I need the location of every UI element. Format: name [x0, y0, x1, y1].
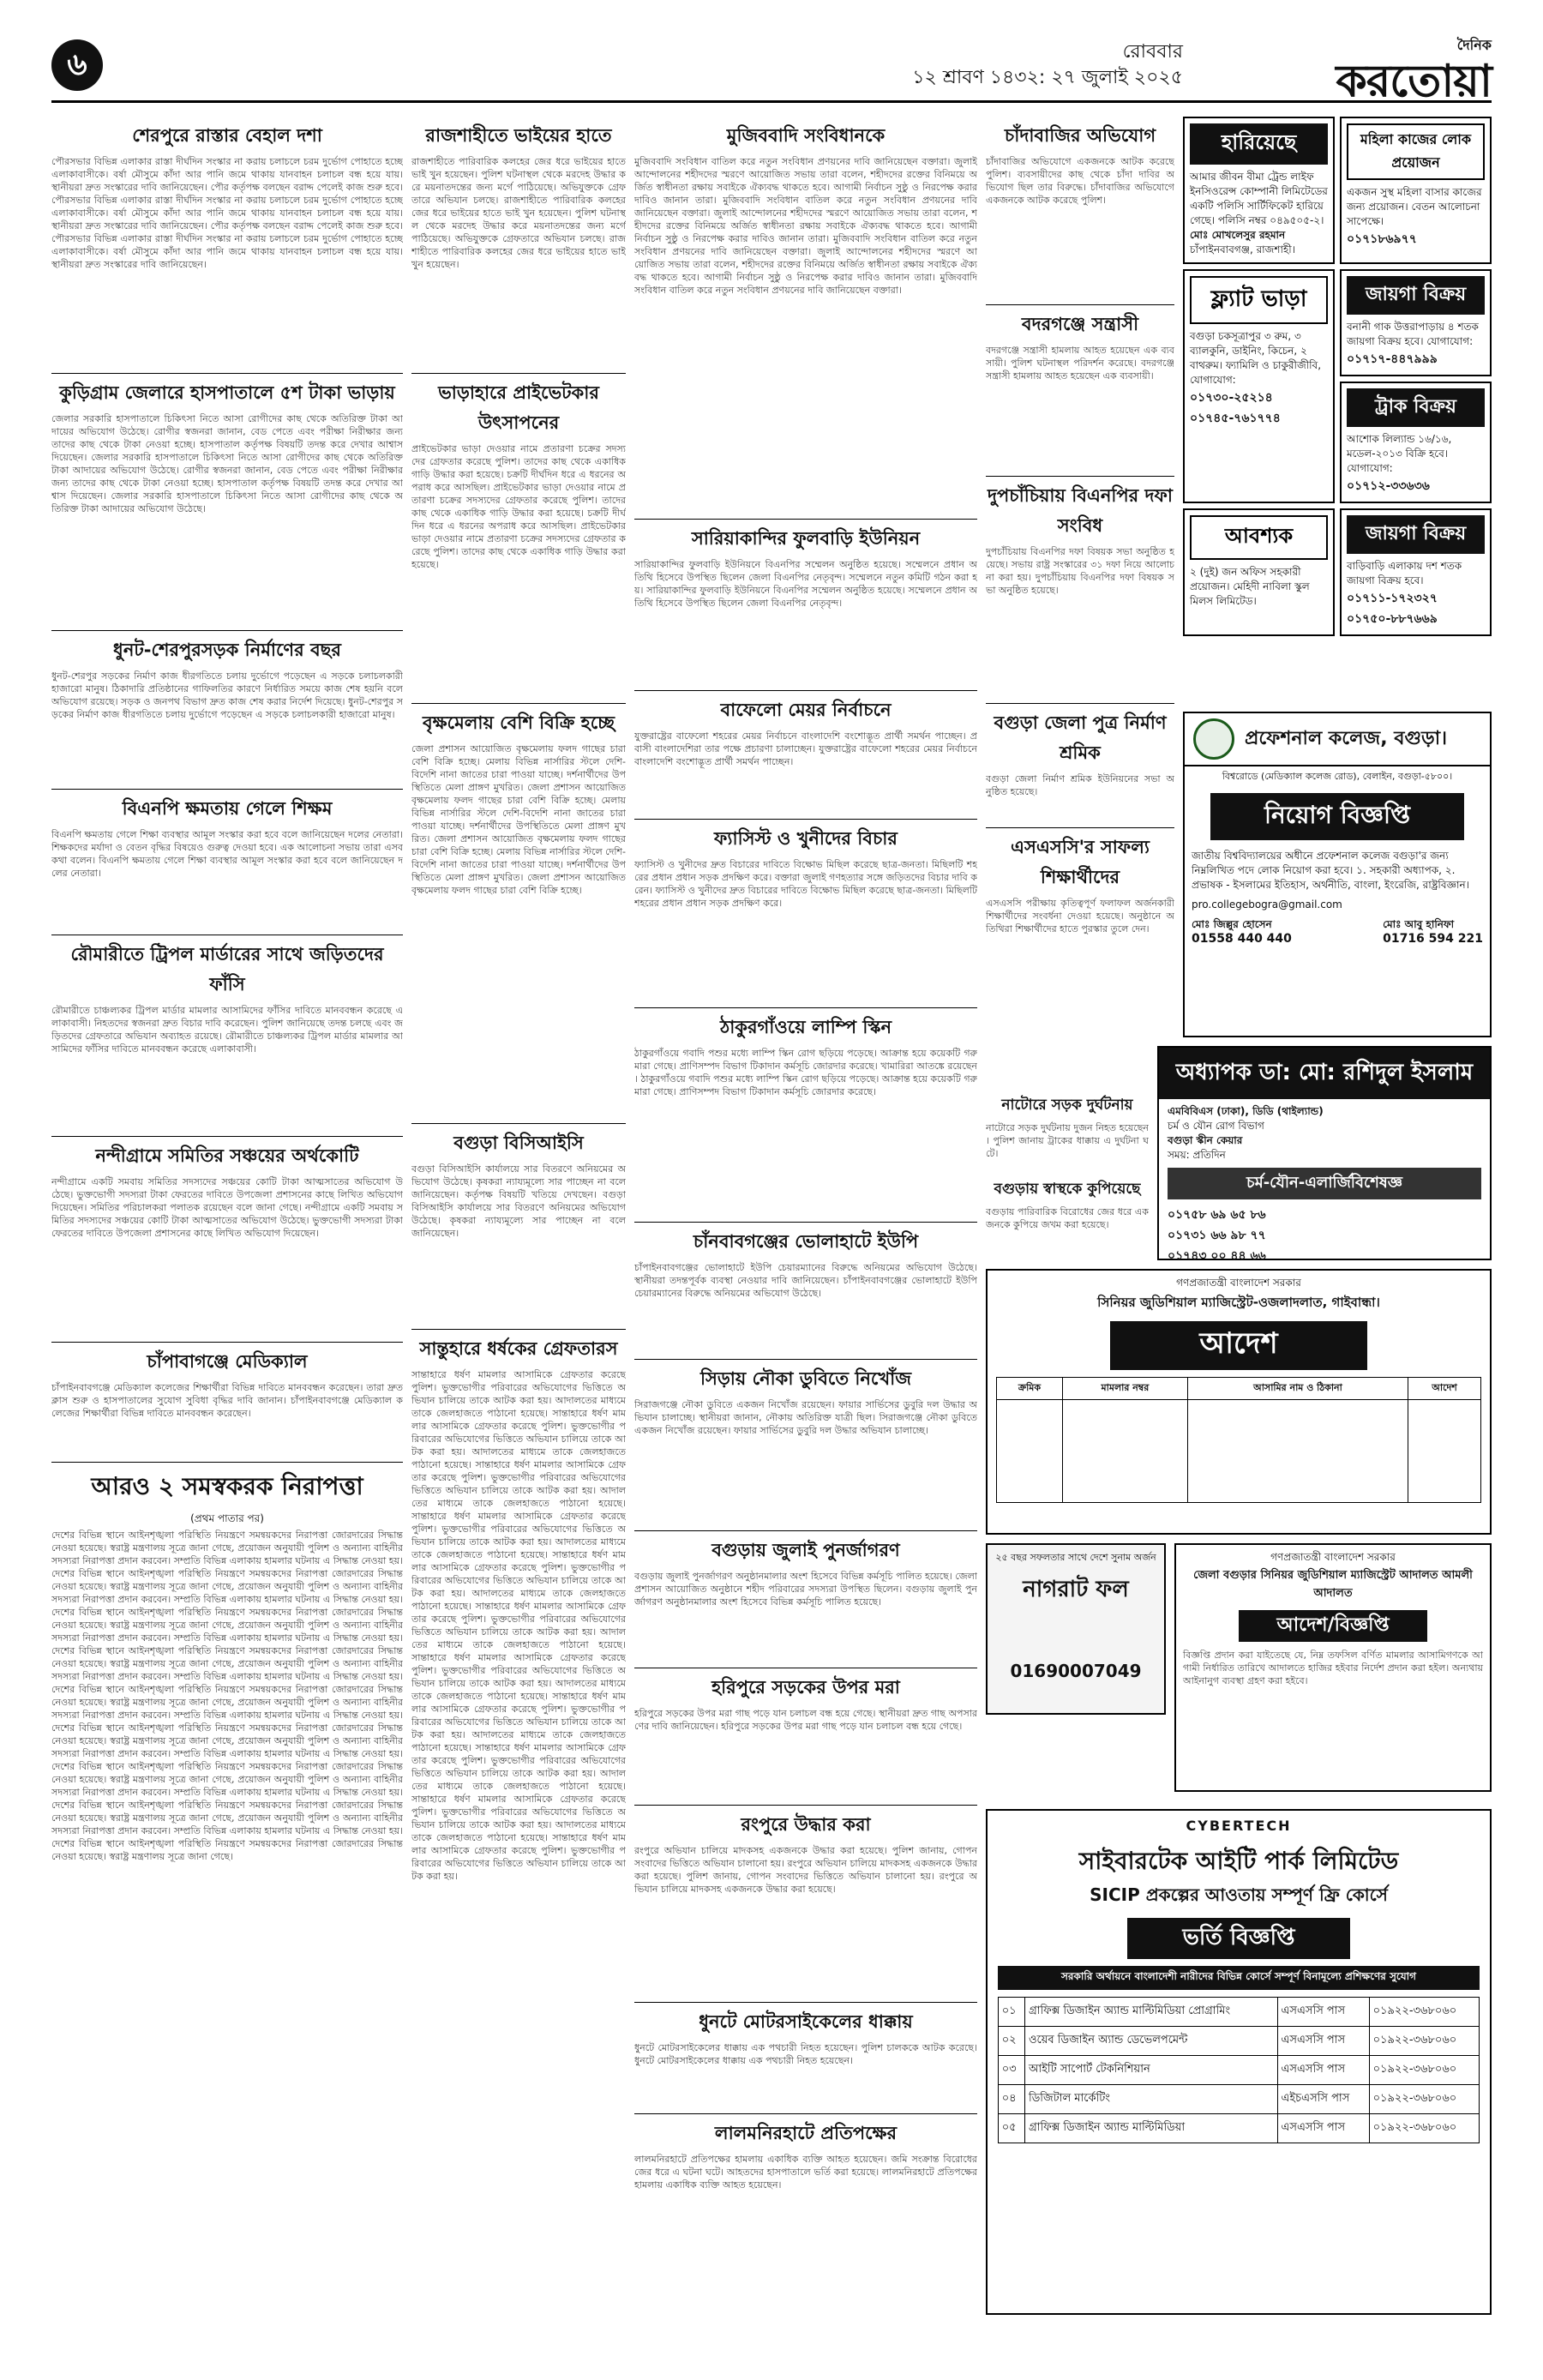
divider	[986, 476, 1174, 477]
headline: চাঁপাবাগঞ্জে মেডিক্যাল	[147, 1351, 308, 1372]
doctor-phone: ০১৭৪৩ ০০ ৪৪ ৬৬	[1168, 1249, 1266, 1263]
table-row	[998, 1998, 1480, 2027]
admission-notice: ভর্তি বিজ্ঞপ্তি	[1127, 1918, 1350, 1959]
doctor-name: অধ্যাপক ডা: মো: রশিদুল ইসলাম	[1159, 1048, 1490, 1099]
divider	[634, 2002, 977, 2003]
course-qual: এসএসসি পাস	[1277, 2027, 1369, 2056]
article-body: বগুড়ায় পারিবারিক বিরোধের জের ধরে একজনকে কুপিয়ে জখম করা হয়েছে।	[986, 1206, 1149, 1230]
truck-ad	[1340, 382, 1492, 503]
sicip-admission-ad	[986, 1809, 1492, 2315]
course-name: গ্রাফিক্স ডিজাইন অ্যান্ড মাল্টিমিডিয়া প্রোগ্রামিং	[1024, 1998, 1277, 2027]
table-header	[997, 1378, 1481, 1400]
headline: ধুনটে মোটরসাইকেলের ধাক্কায়	[699, 2011, 913, 2032]
classified-row	[1183, 117, 1492, 269]
ad-text: আমার জীবন বীমা ট্রেন্ড লাইফ ইনসিওরেন্স কোম্পানী লিমিটেডের একটি পলিসি সার্টিফিকেট হারিয়ে গেছে। পলিসি নম্বর ০৪৯৫০৫-২।	[1190, 171, 1328, 226]
mini-ad-sub: ২৫ বছর সফলতার সাথে দেশে সুনাম অর্জন	[995, 1552, 1156, 1563]
course-no: ০২	[998, 2027, 1024, 2056]
article-body: দেশের বিভিন্ন স্থানে আইনশৃঙ্খলা পরিস্থিতি নিয়ন্ত্রণে সমন্বয়কদের নিরাপত্তা জোরদারের সিদ্ধান্ত নেওয়া হয়েছে। স্বরাষ্ট্র মন্ত্রণালয় সূত্রে জানা গেছে, প্রয়োজন অনুযায়ী পুলিশ ও অন্যান্য বাহিনীর সদস্যরা নিরাপত্তা প্রদান করবেন। সম্প্রতি বিভিন্ন এলাকায় হামলার ঘটনায় এ সিদ্ধান্ত নেওয়া হয়। দেশের বিভিন্ন স্থানে আইনশৃঙ্খলা পরিস্থিতি নিয়ন্ত্রণে সমন্বয়কদের নিরাপত্তা জোরদারের সিদ্ধান্ত নেওয়া হয়েছে। স্বরাষ্ট্র মন্ত্রণালয় সূত্রে জানা গেছে, প্রয়োজন অনুযায়ী পুলিশ ও অন্যান্য বাহিনীর সদস্যরা নিরাপত্তা প্রদান করবেন। সম্প্রতি বিভিন্ন এলাকায় হামলার ঘটনায় এ সিদ্ধান্ত নেওয়া হয়। দেশের বিভিন্ন স্থানে আইনশৃঙ্খলা পরিস্থিতি নিয়ন্ত্রণে সমন্বয়কদের নিরাপত্তা জোরদারের সিদ্ধান্ত নেওয়া হয়েছে। স্বরাষ্ট্র মন্ত্রণালয় সূত্রে জানা গেছে, প্রয়োজন অনুযায়ী পুলিশ ও অন্যান্য বাহিনীর সদস্যরা নিরাপত্তা প্রদান করবেন। সম্প্রতি বিভিন্ন এলাকায় হামলার ঘটনায় এ সিদ্ধান্ত নেওয়া হয়। দেশের বিভিন্ন স্থানে আইনশৃঙ্খলা পরিস্থিতি নিয়ন্ত্রণে সমন্বয়কদের নিরাপত্তা জোরদারের সিদ্ধান্ত নেওয়া হয়েছে। স্বরাষ্ট্র মন্ত্রণালয় সূত্রে জানা গেছে, প্রয়োজন অনুযায়ী পুলিশ ও অন্যান্য বাহিনীর সদস্যরা নিরাপত্তা প্রদান করবেন। সম্প্রতি বিভিন্ন এলাকায় হামলার ঘটনায় এ সিদ্ধান্ত নেওয়া হয়। দেশের বিভিন্ন স্থানে আইনশৃঙ্খলা পরিস্থিতি নিয়ন্ত্রণে সমন্বয়কদের নিরাপত্তা জোরদারের সিদ্ধান্ত নেওয়া হয়েছে। স্বরাষ্ট্র মন্ত্রণালয় সূত্রে জানা গেছে, প্রয়োজন অনুযায়ী পুলিশ ও অন্যান্য বাহিনীর সদস্যরা নিরাপত্তা প্রদান করবেন। সম্প্রতি বিভিন্ন এলাকায় হামলার ঘটনায় এ সিদ্ধান্ত নেওয়া হয়। দেশের বিভিন্ন স্থানে আইনশৃঙ্খলা পরিস্থিতি নিয়ন্ত্রণে সমন্বয়কদের নিরাপত্তা জোরদারের সিদ্ধান্ত নেওয়া হয়েছে। স্বরাষ্ট্র মন্ত্রণালয় সূত্রে জানা গেছে, প্রয়োজন অনুযায়ী পুলিশ ও অন্যান্য বাহিনীর সদস্যরা নিরাপত্তা প্রদান করবেন। সম্প্রতি বিভিন্ন এলাকায় হামলার ঘটনায় এ সিদ্ধান্ত নেওয়া হয়। দেশের বিভিন্ন স্থানে আইনশৃঙ্খলা পরিস্থিতি নিয়ন্ত্রণে সমন্বয়কদের নিরাপত্তা জোরদারের সিদ্ধান্ত নেওয়া হয়েছে। স্বরাষ্ট্র মন্ত্রণালয় সূত্রে জানা গেছে, প্রয়োজন অনুযায়ী পুলিশ ও অন্যান্য বাহিনীর সদস্যরা নিরাপত্তা প্রদান করবেন। সম্প্রতি বিভিন্ন এলাকায় হামলার ঘটনায় এ সিদ্ধান্ত নেওয়া হয়। দেশের বিভিন্ন স্থানে আইনশৃঙ্খলা পরিস্থিতি নিয়ন্ত্রণে সমন্বয়কদের নিরাপত্তা জোরদারের সিদ্ধান্ত নেওয়া হয়েছে। স্বরাষ্ট্র মন্ত্রণালয় সূত্রে জানা গেছে, প্রয়োজন অনুযায়ী পুলিশ ও অন্যান্য বাহিনীর সদস্যরা নিরাপত্তা প্রদান করবেন। সম্প্রতি বিভিন্ন এলাকায় হামলার ঘটনায় এ সিদ্ধান্ত নেওয়া হয়। দেশের বিভিন্ন স্থানে আইনশৃঙ্খলা পরিস্থিতি নিয়ন্ত্রণে সমন্বয়কদের নিরাপত্তা জোরদারের সিদ্ধান্ত নেওয়া হয়েছে। স্বরাষ্ট্র মন্ত্রণালয় সূত্রে জানা গেছে।	[51, 1530, 403, 1862]
article-body: বগুড়া জেলা নির্মাণ শ্রমিক ইউনিয়নের সভা অনুষ্ঠিত হয়েছে।	[986, 773, 1174, 797]
doctor-chamber: বগুড়া স্কীন কেয়ার	[1168, 1134, 1243, 1146]
ad-title: মহিলা কাজের লোক প্রয়োজন	[1347, 123, 1485, 180]
signer-name: মোঃ আবু হানিফা	[1383, 918, 1455, 930]
table-head-banner: সরকারি অর্থায়নে বাংলাদেশী নারীদের বিভিন্ন কোর্সে সম্পূর্ণ বিনামূল্যে প্রশিক্ষণের সুযোগ	[998, 1966, 1480, 1990]
ad-title: ট্রাক বিক্রয়	[1347, 388, 1485, 427]
course-phone: ০১৯২২-৩৬৮০৬০	[1369, 1998, 1480, 2027]
article-body: প্রাইভেটকার ভাড়া দেওয়ার নামে প্রতারণা চক্রের সদস্যদের গ্রেফতার করেছে পুলিশ। তাদের কাছ থেকে একাধিক গাড়ি উদ্ধার করা হয়েছে। চক্রটি দীর্ঘদিন ধরে এ ধরনের অপরাধ করে আসছিল। প্রাইভেটকার ভাড়া দেওয়ার নামে প্রতারণা চক্রের সদস্যদের গ্রেফতার করেছে পুলিশ। তাদের কাছ থেকে একাধিক গাড়ি উদ্ধার করা হয়েছে। চক্রটি দীর্ঘদিন ধরে এ ধরনের অপরাধ করে আসছিল। প্রাইভেটকার ভাড়া দেওয়ার নামে প্রতারণা চক্রের সদস্যদের গ্রেফতার করেছে পুলিশ। তাদের কাছ থেকে একাধিক গাড়ি উদ্ধার করা হয়েছে।	[411, 443, 626, 570]
course-phone: ০১৯২২-৩৬৮০৬০	[1369, 2027, 1480, 2056]
masthead-small: দৈনিক	[1456, 37, 1492, 53]
time-value: প্রতিদিন	[1192, 1149, 1226, 1161]
headline: ভাড়াহারে প্রাইভেটকার উৎসাপনের	[438, 382, 599, 433]
ad-phone: ০১৭১২-৩৩৬৩৬	[1347, 479, 1430, 493]
headline: হরিপুরে সড়কের উপর মরা	[711, 1677, 900, 1698]
article-body: জেলা প্রশাসন আয়োজিত বৃক্ষমেলায় ফলদ গাছের চারা বেশি বিক্রি হচ্ছে। মেলায় বিভিন্ন নার্সারির স্টলে দেশি-বিদেশি নানা জাতের চারা পাওয়া যাচ্ছে। দর্শনার্থীদের উপস্থিতিতে মেলা প্রাঙ্গণ মুখরিত। জেলা প্রশাসন আয়োজিত বৃক্ষমেলায় ফলদ গাছের চারা বেশি বিক্রি হচ্ছে। মেলায় বিভিন্ন নার্সারির স্টলে দেশি-বিদেশি নানা জাতের চারা পাওয়া যাচ্ছে। দর্শনার্থীদের উপস্থিতিতে মেলা প্রাঙ্গণ মুখরিত। জেলা প্রশাসন আয়োজিত বৃক্ষমেলায় ফলদ গাছের চারা বেশি বিক্রি হচ্ছে। মেলায় বিভিন্ন নার্সারির স্টলে দেশি-বিদেশি নানা জাতের চারা পাওয়া যাচ্ছে। দর্শনার্থীদের উপস্থিতিতে মেলা প্রাঙ্গণ মুখরিত। জেলা প্রশাসন আয়োজিত বৃক্ষমেলায় ফলদ গাছের চারা বেশি বিক্রি হচ্ছে।	[411, 743, 626, 896]
divider	[51, 789, 403, 790]
ad-text: আশোক লিল্যান্ড ১৬/১৬, মডেল-২০১৩ বিক্রি হবে। যোগাযোগ:	[1347, 433, 1452, 474]
headline: সান্তুহারে ধর্ষকের গ্রেফতারস	[419, 1338, 618, 1359]
signer-phone: 01558 440 440	[1192, 932, 1292, 946]
table-row	[998, 2056, 1480, 2085]
course-no: ০৪	[998, 2085, 1024, 2114]
article-body: ধুনট-শেরপুর সড়কের নির্মাণ কাজ ধীরগতিতে চলায় দুর্ভোগে পড়েছেন এ সড়কে চলাচলকারী হাজারো মানুষ। ঠিকাদারি প্রতিষ্ঠানের গাফিলতির কারণে নির্ধারিত সময়ে কাজ শেষ হয়নি বলে অভিযোগ রয়েছে। সড়ক ও জনপথ বিভাগ দ্রুত কাজ শেষ করার নির্দেশ দিয়েছে। ধুনট-শেরপুর সড়কের নির্মাণ কাজ ধীরগতিতে চলায় দুর্ভোগে পড়েছেন এ সড়কে চলাচলকারী হাজারো মানুষ।	[51, 670, 403, 720]
course-qual: এসএসসি পাস	[1277, 2114, 1369, 2143]
th: আসামির নাম ও ঠিকানা	[1187, 1378, 1408, 1400]
course-name: ওয়েব ডিজাইন অ্যান্ড ডেভেলপমেন্ট	[1024, 2027, 1277, 2056]
mini-ad-title: নাগরাট ফল	[1023, 1577, 1129, 1602]
divider	[411, 1329, 626, 1330]
article-body: পৌরসভার বিভিন্ন এলাকার রাস্তা দীর্ঘদিন সংস্কার না করায় চলাচলে চরম দুর্ভোগ পোহাতে হচ্ছে এলাকাবাসীকে। বর্ষা মৌসুমে কাঁদা আর পানি জমে থাকায় যানবাহন চলাচল বন্ধ হয়ে যায়। স্থানীয়রা দ্রুত সংস্কারের দাবি জানিয়েছেন। পৌর কর্তৃপক্ষ বলছেন বরাদ্দ পেলেই কাজ শুরু হবে। পৌরসভার বিভিন্ন এলাকার রাস্তা দীর্ঘদিন সংস্কার না করায় চলাচলে চরম দুর্ভোগ পোহাতে হচ্ছে এলাকাবাসীকে। বর্ষা মৌসুমে কাঁদা আর পানি জমে থাকায় যানবাহন চলাচল বন্ধ হয়ে যায়। স্থানীয়রা দ্রুত সংস্কারের দাবি জানিয়েছেন। পৌর কর্তৃপক্ষ বলছেন বরাদ্দ পেলেই কাজ শুরু হবে। পৌরসভার বিভিন্ন এলাকার রাস্তা দীর্ঘদিন সংস্কার না করায় চলাচলে চরম দুর্ভোগ পোহাতে হচ্ছে এলাকাবাসীকে। বর্ষা মৌসুমে কাঁদা আর পানি জমে থাকায় যানবাহন চলাচল বন্ধ হয়ে যায়। স্থানীয়রা দ্রুত সংস্কারের দাবি জানিয়েছেন।	[51, 156, 403, 270]
headline: বগুড়ায় স্বাস্থকে কুপিয়েছে	[994, 1181, 1141, 1198]
divider	[986, 827, 1174, 828]
ad-text: ২ (দুই) জন অফিস সহকারী প্রয়োজন। মেহিদী নাবিলা স্কুল মিলস লিমিটেড।	[1190, 566, 1310, 607]
article-body: জেলার সরকারি হাসপাতালে চিকিৎসা নিতে আসা রোগীদের কাছ থেকে অতিরিক্ত টাকা আদায়ের অভিযোগ উঠেছে। রোগীর স্বজনরা জানান, বেড পেতে এবং পরীক্ষা নিরীক্ষার জন্য তাদের কাছ থেকে টাকা নেওয়া হচ্ছে। হাসপাতাল কর্তৃপক্ষ বিষয়টি তদন্ত করে দেখার আশ্বাস দিয়েছেন। জেলার সরকারি হাসপাতালে চিকিৎসা নিতে আসা রোগীদের কাছ থেকে অতিরিক্ত টাকা আদায়ের অভিযোগ উঠেছে। রোগীর স্বজনরা জানান, বেড পেতে এবং পরীক্ষা নিরীক্ষার জন্য তাদের কাছ থেকে টাকা নেওয়া হচ্ছে। হাসপাতাল কর্তৃপক্ষ বিষয়টি তদন্ত করে দেখার আশ্বাস দিয়েছেন। জেলার সরকারি হাসপাতালে চিকিৎসা নিতে আসা রোগীদের কাছ থেকে অতিরিক্ত টাকা আদায়ের অভিযোগ উঠেছে।	[51, 413, 403, 514]
ad-text: একজন সুস্থ মহিলা বাসার কাজের জন্য প্রয়োজন। বেতন আলোচনা সাপেক্ষে।	[1347, 186, 1482, 227]
divider	[411, 373, 626, 374]
doctor-phone: ০১৭৩১ ৬৬ ৯৮ ৭৭	[1168, 1229, 1266, 1242]
headline: বগুড়া জেলা পুত্র নির্মাণ শ্রমিক	[994, 712, 1167, 763]
doctor-degree: এমবিবিএস (ঢাকা), ডিডি (থাইল্যান্ড)	[1168, 1105, 1324, 1117]
newspaper-page	[51, 34, 1492, 2335]
article-body: চাঁদাবাজির অভিযোগে একজনকে আটক করেছে পুলিশ। ব্যবসায়ীদের কাছ থেকে চাঁদা দাবির অভিযোগ ছিল তার বিরুদ্ধে। চাঁদাবাজির অভিযোগে একজনকে আটক করেছে পুলিশ।	[986, 156, 1174, 206]
headline: বদরগঞ্জে সন্ত্রাসী	[1021, 314, 1139, 334]
classified-row	[1183, 269, 1492, 508]
headline: বৃক্ষমেলায় বেশি বিক্রি হচ্ছে	[422, 712, 615, 733]
ad-name: মোঃ মোখলেসুর রহমান	[1190, 229, 1286, 241]
court-office: সিনিয়র জুডিশিয়াল ম্যাজিস্ট্রেট-ওজলাদলাত, গাইবান্ধা।	[1097, 1295, 1380, 1310]
article-body: বগুড়া বিসিআইসি কার্যালয়ে সার বিতরণে অনিয়মের অভিযোগ উঠেছে। কৃষকরা ন্যায্যমূল্যে সার পাচ্ছেন না বলে জানিয়েছেন। কর্তৃপক্ষ বিষয়টি খতিয়ে দেখছেন। বগুড়া বিসিআইসি কার্যালয়ে সার বিতরণে অনিয়মের অভিযোগ উঠেছে। কৃষকরা ন্যায্যমূল্যে সার পাচ্ছেন না বলে জানিয়েছেন।	[411, 1163, 626, 1239]
worker-ad	[1340, 117, 1492, 264]
court-body: বিজ্ঞপ্তি প্রদান করা যাইতেছে যে, নিম্ন তফসিল বর্ণিত মামলার আসামিগণকে আগামী নির্ধারিত তারিখে আদালতে হাজির হইবার নির্দেশ প্রদান করা হইল। অন্যথায় আইনানুগ ব্যবস্থা গ্রহণ করা হইবে।	[1183, 1650, 1483, 1686]
masthead	[1200, 34, 1492, 107]
course-phone: ০১৯২২-৩৬৮০৬০	[1369, 2085, 1480, 2114]
court-table	[996, 1377, 1481, 1503]
doctor-dept: চর্ম ও যৌন রোগ বিভাগ	[1168, 1120, 1264, 1132]
headline: দুপচাঁচিয়ায় বিএনপির দফা সংবিধ	[988, 485, 1173, 536]
course-phone: ০১৯২২-৩৬৮০৬০	[1369, 2114, 1480, 2143]
ad-phone: ০১৭৩০-২৫২১৪	[1190, 391, 1273, 405]
court-table-wrap	[988, 1377, 1490, 1503]
needed-ad	[1183, 508, 1335, 636]
gov-line: গণপ্রজাতন্ত্রী বাংলাদেশ সরকার	[1176, 1277, 1301, 1289]
article-body: নাটোরে সড়ক দুর্ঘটনায় দুজন নিহত হয়েছেন। পুলিশ জানায় ট্রাকের ধাক্কায় এ দুর্ঘটনা ঘটে।	[986, 1122, 1149, 1159]
article-body: ফ্যাসিস্ট ও খুনীদের দ্রুত বিচারের দাবিতে বিক্ষোভ মিছিল করেছে ছাত্র-জনতা। মিছিলটি শহরের প্রধান প্রধান সড়ক প্রদক্ষিণ করে। বক্তারা জুলাই গণহত্যার সঙ্গে জড়িতদের বিচার দাবি করেন। ফ্যাসিস্ট ও খুনীদের দ্রুত বিচারের দাবিতে বিক্ষোভ মিছিল করেছে ছাত্র-জনতা। মিছিলটি শহরের প্রধান প্রধান সড়ক প্রদক্ষিণ করে।	[634, 859, 977, 909]
court-notice-1	[986, 1269, 1492, 1535]
column-2	[411, 117, 626, 2329]
divider	[634, 1222, 977, 1223]
headline: শেরপুরে রাস্তার বেহাল দশা	[132, 125, 322, 146]
doctor-time	[1168, 1148, 1481, 1163]
headline: ফ্যাসিস্ট ও খুনীদের বিচার	[714, 828, 898, 849]
college-logo-icon	[1193, 718, 1234, 760]
doctor-phone: ০১৭৫৮ ৬৯ ৬৫ ৮৬	[1168, 1208, 1266, 1222]
divider	[51, 1462, 403, 1463]
divider	[634, 1530, 977, 1531]
continued-note: (প্রথম পাতার পর)	[190, 1512, 264, 1524]
headline: বগুড়ায় জুলাই পুনর্জাগরণ	[711, 1540, 900, 1560]
court-notice-2	[1174, 1543, 1492, 1792]
college-header	[1185, 713, 1490, 766]
headline: এসএসসি'র সাফল্য শিক্ষার্থীদের	[1011, 837, 1150, 887]
ad-phone: ০১৭১১-১৭২৩২৭	[1347, 592, 1438, 605]
signer-phone: 01716 594 221	[1383, 932, 1483, 946]
headline: সিড়ায় নৌকা ডুবিতে নিখোঁজ	[699, 1368, 912, 1389]
headline: চাঁদাবাজির অভিযোগ	[1004, 125, 1156, 146]
headline: নাটোরে সড়ক দুর্ঘটনায়	[1001, 1097, 1133, 1114]
article-body: এসএসসি পরীক্ষায় কৃতিত্বপূর্ণ ফলাফল অর্জনকারী শিক্ষার্থীদের সংবর্ধনা দেওয়া হয়েছে। অনুষ্ঠানে অতিথিরা শিক্ষার্থীদের হাতে পুরস্কার তুলে দেন।	[986, 898, 1174, 935]
divider	[51, 373, 403, 374]
college-signers	[1185, 914, 1490, 949]
course-no: ০৩	[998, 2056, 1024, 2085]
ad-phone: ০১৭৪৫-৭৬১৭৭৪	[1190, 412, 1281, 425]
sicip-title: সাইবারটেক আইটি পার্ক লিমিটেড	[1078, 1847, 1399, 1875]
ad-text: বনানী গাক উত্তরাপাড়ায় ৪ শতক জায়গা বিক্রয় হবে। যোগাযোগ:	[1347, 321, 1479, 347]
court-title: আদেশ	[1110, 1321, 1367, 1370]
th: মামলার নম্বর	[1063, 1378, 1188, 1400]
doctor-banner: চর্ম-যৌন-এলার্জিবিশেষজ্ঞ	[1168, 1168, 1481, 1199]
th: আদেশ	[1408, 1378, 1481, 1400]
col4-lower	[986, 1089, 1149, 1260]
headline: বিএনপি ক্ষমতায় গেলে শিক্ষম	[122, 798, 333, 819]
divider	[634, 2113, 977, 2114]
course-qual: এসএসসি পাস	[1277, 2056, 1369, 2085]
weekday: রোববার	[1122, 41, 1183, 63]
land-ad-2	[1340, 508, 1492, 636]
ad-title: আবশ্যক	[1190, 515, 1328, 560]
masthead-logo: করতোয়া	[1336, 55, 1492, 107]
course-name: গ্রাফিক্স ডিজাইন অ্যান্ড মাল্টিমিডিয়া	[1024, 2114, 1277, 2143]
divider	[986, 703, 1174, 704]
headline: নন্দীগ্রামে সমিতির সঞ্চয়ের অর্থকোটি	[95, 1145, 359, 1166]
table-row	[998, 2027, 1480, 2056]
college-name: প্রফেশনাল কলেজ, বগুড়া।	[1245, 727, 1447, 749]
court-office: জেলা বগুড়ার সিনিয়র জুডিশিয়াল ম্যাজিস্ট্রেট আদালত আমলী আদালত	[1193, 1569, 1473, 1600]
signer-name: মোঃ জিল্লুর হোসেন	[1192, 918, 1272, 930]
divider	[634, 1805, 977, 1806]
doctor-phones	[1159, 1199, 1490, 1271]
article-body: বিএনপি ক্ষমতায় গেলে শিক্ষা ব্যবস্থার আমূল সংস্কার করা হবে বলে জানিয়েছেন দলের নেতারা। শিক্ষকদের মর্যাদা ও বেতন বৃদ্ধির বিষয়েও গুরুত্ব দেওয়া হবে। এক আলোচনা সভায় তারা এসব কথা বলেন। বিএনপি ক্ষমতায় গেলে শিক্ষা ব্যবস্থার আমূল সংস্কার করা হবে বলে জানিয়েছেন দলের নেতারা।	[51, 829, 403, 879]
divider	[51, 1342, 403, 1343]
ad-title: জায়গা বিক্রয়	[1347, 276, 1485, 315]
course-name: আইটি সাপোর্ট টেকনিশিয়ান	[1024, 2056, 1277, 2085]
divider	[411, 1123, 626, 1124]
article-body: হরিপুরে সড়কের উপর মরা গাছ পড়ে যান চলাচল বন্ধ হয়ে গেছে। স্থানীয়রা দ্রুত গাছ অপসারণের দাবি জানিয়েছেন। হরিপুরে সড়কের উপর মরা গাছ পড়ে যান চলাচল বন্ধ হয়ে গেছে।	[634, 1708, 977, 1732]
court-title: আদেশ/বিজ্ঞপ্তি	[1239, 1610, 1427, 1642]
article-body: দুপচাঁচিয়ায় বিএনপির দফা বিষয়ক সভা অনুষ্ঠিত হয়েছে। সভায় রাষ্ট্র সংস্কারের ৩১ দফা নিয়ে আলোচনা করা হয়। দুপচাঁচিয়ায় বিএনপির দফা বিষয়ক সভা অনুষ্ঠিত হয়েছে।	[986, 546, 1174, 596]
divider	[634, 1007, 977, 1008]
column-4	[986, 117, 1174, 1077]
course-no: ০৫	[998, 2114, 1024, 2143]
divider	[634, 690, 977, 691]
lost-ad	[1183, 117, 1335, 264]
ad-text: বগুড়া চকসূত্রাপুর ৩ রুম, ৩ ব্যালকুনি, ডাইনিং, কিচেন, ২ বাথরুম। ফ্যামিলি ও চাকুরীজীবি, যোগাযোগ:	[1190, 330, 1322, 386]
headline: লালমনিরহাটে প্রতিপক্ষের	[714, 2123, 898, 2143]
land-ad	[1340, 269, 1492, 376]
article-body: যুক্তরাষ্ট্রের বাফেলো শহরের মেয়র নির্বাচনে বাংলাদেশি বংশোদ্ভূত প্রার্থী সমর্থন পাচ্ছেন। প্রবাসী বাংলাদেশিরা তার পক্ষে প্রচারণা চালাচ্ছেন। যুক্তরাষ্ট্রের বাফেলো শহরের মেয়র নির্বাচনে বাংলাদেশি বংশোদ্ভূত প্রার্থী সমর্থন পাচ্ছেন।	[634, 730, 977, 767]
course-table	[998, 1997, 1480, 2143]
ad-title: ফ্ল্যাট ভাড়া	[1190, 276, 1328, 324]
course-phone: ০১৯২২-৩৬৮০৬০	[1369, 2056, 1480, 2085]
article-body: ধুনটে মোটরসাইকেলের ধাক্কায় এক পথচারী নিহত হয়েছেন। পুলিশ চালককে আটক করেছে। ধুনটে মোটরসাইকেলের ধাক্কায় এক পথচারী নিহত হয়েছেন।	[634, 2042, 977, 2066]
mini-ad-phone: 01690007049	[1010, 1661, 1142, 1681]
brand-name: CYBERTECH	[1186, 1818, 1292, 1834]
signer	[1383, 917, 1483, 946]
headline: ধুনট-শেরপুরসড়ক নির্মাণের বছর	[113, 640, 341, 660]
course-qual: এসএসসি পাস	[1277, 1998, 1369, 2027]
headline: আরও ২ সমস্বকরক নিরাপত্তা	[91, 1472, 363, 1500]
article-body: সিরাজগঞ্জে নৌকা ডুবিতে একজন নিখোঁজ রয়েছেন। ফায়ার সার্ভিসের ডুবুরি দল উদ্ধার অভিযান চালাচ্ছে। স্থানীয়রা জানান, নৌকায় অতিরিক্ত যাত্রী ছিল। সিরাজগঞ্জে নৌকা ডুবিতে একজন নিখোঁজ রয়েছেন। ফায়ার সার্ভিসের ডুবুরি দল উদ্ধার অভিযান চালাচ্ছে।	[634, 1399, 977, 1436]
divider	[634, 1359, 977, 1360]
article-body: রাজশাহীতে পারিবারিক কলহের জের ধরে ভাইয়ের হাতে ভাই খুন হয়েছেন। পুলিশ ঘটনাস্থল থেকে মরদেহ উদ্ধার করে ময়নাতদন্তের জন্য মর্গে পাঠিয়েছে। অভিযুক্তকে গ্রেফতারে অভিযান চলছে। রাজশাহীতে পারিবারিক কলহের জের ধরে ভাইয়ের হাতে ভাই খুন হয়েছেন। পুলিশ ঘটনাস্থল থেকে মরদেহ উদ্ধার করে ময়নাতদন্তের জন্য মর্গে পাঠিয়েছে। অভিযুক্তকে গ্রেফতারে অভিযান চলছে। রাজশাহীতে পারিবারিক কলহের জের ধরে ভাইয়ের হাতে ভাই খুন হয়েছেন।	[411, 156, 626, 270]
ad-title: হারিয়েছে	[1190, 123, 1328, 165]
ad-title: জায়গা বিক্রয়	[1347, 515, 1485, 554]
article-body: রৌমারীতে চাঞ্চল্যকর ট্রিপল মার্ডার মামলার আসামিদের ফাঁসির দাবিতে মানববন্ধন করেছে এলাকাবাসী। নিহতদের স্বজনরা দ্রুত বিচার দাবি করেছেন। পুলিশ জানিয়েছে তদন্ত চলছে এবং জড়িতদের গ্রেফতারে অভিযান অব্যাহত রয়েছে। রৌমারীতে চাঞ্চল্যকর ট্রিপল মার্ডার মামলার আসামিদের ফাঁসির দাবিতে মানববন্ধন করেছে এলাকাবাসী।	[51, 1005, 403, 1055]
time-label: সময়:	[1168, 1149, 1190, 1161]
headline: সারিয়াকান্দির ফুলবাড়ি ইউনিয়ন	[691, 528, 921, 549]
ad-phone: ০১৭১৭-৪৪৭৯৯৯	[1347, 352, 1438, 366]
th: ক্রমিক	[997, 1378, 1063, 1400]
doctor-ad	[1157, 1046, 1492, 1263]
headline: রাজশাহীতে ভাইয়ের হাতে	[425, 125, 612, 146]
article-body: চাঁপাইনবাবগঞ্জের ভোলাহাটে ইউপি চেয়ারম্যানের বিরুদ্ধে অনিয়মের অভিযোগ উঠেছে। স্থানীয়রা তদন্তপূর্বক ব্যবস্থা নেওয়ার দাবি জানিয়েছেন। চাঁপাইনবাবগঞ্জের ভোলাহাটে ইউপি চেয়ারম্যানের বিরুদ্ধে অনিয়মের অভিযোগ উঠেছে।	[634, 1262, 977, 1299]
college-address: বিশ্বরোডে (মেডিক্যাল কলেজ রোড), বেলাইন, বগুড়া-৫৮০০।	[1222, 771, 1453, 782]
article-body: সারিয়াকান্দির ফুলবাড়ি ইউনিয়নে বিএনপির সম্মেলন অনুষ্ঠিত হয়েছে। সম্মেলনে প্রধান অতিথি হিসেবে উপস্থিত ছিলেন জেলা বিএনপির নেতৃবৃন্দ। সম্মেলনে নতুন কমিটি গঠন করা হয়। সারিয়াকান্দির ফুলবাড়ি ইউনিয়নে বিএনপির সম্মেলন অনুষ্ঠিত হয়েছে। সম্মেলনে প্রধান অতিথি হিসেবে উপস্থিত ছিলেন জেলা বিএনপির নেতৃবৃন্দ।	[634, 559, 977, 609]
small-ad	[986, 1543, 1166, 1715]
college-notice-title: নিয়োগ বিজ্ঞপ্তি	[1210, 793, 1464, 840]
divider	[51, 630, 403, 631]
divider	[51, 1136, 403, 1137]
article-body: সান্তাহারে ধর্ষণ মামলার আসামিকে গ্রেফতার করেছে পুলিশ। ভুক্তভোগীর পরিবারের অভিযোগের ভিত্তিতে অভিযান চালিয়ে তাকে আটক করা হয়। আদালতের মাধ্যমে তাকে জেলহাজতে পাঠানো হয়েছে। সান্তাহারে ধর্ষণ মামলার আসামিকে গ্রেফতার করেছে পুলিশ। ভুক্তভোগীর পরিবারের অভিযোগের ভিত্তিতে অভিযান চালিয়ে তাকে আটক করা হয়। আদালতের মাধ্যমে তাকে জেলহাজতে পাঠানো হয়েছে। সান্তাহারে ধর্ষণ মামলার আসামিকে গ্রেফতার করেছে পুলিশ। ভুক্তভোগীর পরিবারের অভিযোগের ভিত্তিতে অভিযান চালিয়ে তাকে আটক করা হয়। আদালতের মাধ্যমে তাকে জেলহাজতে পাঠানো হয়েছে। সান্তাহারে ধর্ষণ মামলার আসামিকে গ্রেফতার করেছে পুলিশ। ভুক্তভোগীর পরিবারের অভিযোগের ভিত্তিতে অভিযান চালিয়ে তাকে আটক করা হয়। আদালতের মাধ্যমে তাকে জেলহাজতে পাঠানো হয়েছে। সান্তাহারে ধর্ষণ মামলার আসামিকে গ্রেফতার করেছে পুলিশ। ভুক্তভোগীর পরিবারের অভিযোগের ভিত্তিতে অভিযান চালিয়ে তাকে আটক করা হয়। আদালতের মাধ্যমে তাকে জেলহাজতে পাঠানো হয়েছে। সান্তাহারে ধর্ষণ মামলার আসামিকে গ্রেফতার করেছে পুলিশ। ভুক্তভোগীর পরিবারের অভিযোগের ভিত্তিতে অভিযান চালিয়ে তাকে আটক করা হয়। আদালতের মাধ্যমে তাকে জেলহাজতে পাঠানো হয়েছে। সান্তাহারে ধর্ষণ মামলার আসামিকে গ্রেফতার করেছে পুলিশ। ভুক্তভোগীর পরিবারের অভিযোগের ভিত্তিতে অভিযান চালিয়ে তাকে আটক করা হয়। আদালতের মাধ্যমে তাকে জেলহাজতে পাঠানো হয়েছে। সান্তাহারে ধর্ষণ মামলার আসামিকে গ্রেফতার করেছে পুলিশ। ভুক্তভোগীর পরিবারের অভিযোগের ভিত্তিতে অভিযান চালিয়ে তাকে আটক করা হয়। আদালতের মাধ্যমে তাকে জেলহাজতে পাঠানো হয়েছে। সান্তাহারে ধর্ষণ মামলার আসামিকে গ্রেফতার করেছে পুলিশ। ভুক্তভোগীর পরিবারের অভিযোগের ভিত্তিতে অভিযান চালিয়ে তাকে আটক করা হয়। আদালতের মাধ্যমে তাকে জেলহাজতে পাঠানো হয়েছে। সান্তাহারে ধর্ষণ মামলার আসামিকে গ্রেফতার করেছে পুলিশ। ভুক্তভোগীর পরিবারের অভিযোগের ভিত্তিতে অভিযান চালিয়ে তাকে আটক করা হয়। আদালতের মাধ্যমে তাকে জেলহাজতে পাঠানো হয়েছে। সান্তাহারে ধর্ষণ মামলার আসামিকে গ্রেফতার করেছে পুলিশ। ভুক্তভোগীর পরিবারের অভিযোগের ভিত্তিতে অভিযান চালিয়ে তাকে আটক করা হয়।	[411, 1369, 626, 1882]
ad-phone: ০১৭৫০-৮৮৭৬৬৯	[1347, 612, 1438, 626]
article-body: ঠাকুরগাঁওয়ে গবাদি পশুর মধ্যে লাম্পি স্কিন রোগ ছড়িয়ে পড়েছে। আক্রান্ত হয়ে কয়েকটি গরু মারা গেছে। প্রাণিসম্পদ বিভাগ টিকাদান কর্মসূচি জোরদার করেছে। খামারিরা আতঙ্কে রয়েছেন। ঠাকুরগাঁওয়ে গবাদি পশুর মধ্যে লাম্পি স্কিন রোগ ছড়িয়ে পড়েছে। আক্রান্ত হয়ে কয়েকটি গরু মারা গেছে। প্রাণিসম্পদ বিভাগ টিকাদান কর্মসূচি জোরদার করেছে।	[634, 1048, 977, 1097]
classified-row	[1183, 508, 1492, 641]
headline: রৌমারীতে ট্রিপল মার্ডারের সাথে জড়িতদের ফাঁসি	[70, 944, 384, 995]
date-block	[823, 39, 1183, 91]
sicip-subtitle: SICIP প্রকল্পের আওতায় সম্পূর্ণ ফ্রি কোর্সে	[1090, 1884, 1388, 1905]
headline: বগুড়া বিসিআইসি	[453, 1133, 584, 1153]
classified-stack	[1340, 269, 1492, 508]
divider	[986, 304, 1174, 305]
table-row	[998, 2085, 1480, 2114]
article-body: রংপুরে অভিযান চালিয়ে মাদকসহ একজনকে উদ্ধার করা হয়েছে। পুলিশ জানায়, গোপন সংবাদের ভিত্তিতে অভিযান চালানো হয়। রংপুরে অভিযান চালিয়ে মাদকসহ একজনকে উদ্ধার করা হয়েছে। পুলিশ জানায়, গোপন সংবাদের ভিত্তিতে অভিযান চালানো হয়। রংপুরে অভিযান চালিয়ে মাদকসহ একজনকে উদ্ধার করা হয়েছে।	[634, 1845, 977, 1895]
table-row	[998, 2114, 1480, 2143]
headline: ঠাকুরগাঁওয়ে লাম্পি স্কিন	[719, 1017, 892, 1037]
headline: মুজিববাদি সংবিধানকে	[726, 125, 886, 146]
course-qual: এইচএসসি পাস	[1277, 2085, 1369, 2114]
ad-text: বাড়িবাড়ি এলাকায় দশ শতক জায়গা বিক্রয় হবে।	[1347, 560, 1462, 586]
divider	[634, 519, 977, 520]
headline: বাফেলো মেয়র নির্বাচনে	[720, 700, 892, 720]
headline: রংপুরে উদ্ধার করা	[741, 1814, 871, 1835]
article-body: বগুড়ায় জুলাই পুনর্জাগরণ অনুষ্ঠানমালার অংশ হিসেবে বিভিন্ন কর্মসূচি পালিত হয়েছে। জেলা প্রশাসন আয়োজিত অনুষ্ঠানে শহীদ পরিবারের সদস্যরা উপস্থিত ছিলেন। বগুড়ায় জুলাই পুনর্জাগরণ অনুষ্ঠানমালার অংশ হিসেবে বিভিন্ন কর্মসূচি পালিত হয়েছে।	[634, 1571, 977, 1608]
article-body: লালমনিরহাটে প্রতিপক্ষের হামলায় একাধিক ব্যক্তি আহত হয়েছেন। জমি সংক্রান্ত বিরোধের জের ধরে এ ঘটনা ঘটে। আহতদের হাসপাতালে ভর্তি করা হয়েছে। লালমনিরহাটে প্রতিপক্ষের হামলায় একাধিক ব্যক্তি আহত হয়েছেন।	[634, 2154, 977, 2191]
signer	[1192, 917, 1292, 946]
ad-phone: ০১৭১৮৬৯৭৭	[1347, 232, 1417, 246]
date: ১২ শ্রাবণ ১৪৩২: ২৭ জুলাই ২০২৫	[912, 67, 1183, 88]
college-body: জাতীয় বিশ্ববিদ্যালয়ের অধীনে প্রফেশনাল কলেজ বগুড়া'র জন্য নিম্নলিখিত পদে লোক নিয়োগ করা হবে। ১. সহকারী অধ্যাপক, ২. প্রভাষক - ইসলামের ইতিহাস, অর্থনীতি, বাংলা, ইংরেজি, রাষ্ট্রবিজ্ঞান।	[1192, 850, 1469, 891]
column-1	[51, 117, 403, 2329]
college-notice	[1183, 712, 1492, 1037]
divider	[411, 703, 626, 704]
article-body: বদরগঞ্জে সন্ত্রাসী হামলায় আহত হয়েছেন এক ব্যবসায়ী। পুলিশ ঘটনাস্থল পরিদর্শন করেছে। বদরগঞ্জে সন্ত্রাসী হামলায় আহত হয়েছেন এক ব্যবসায়ী।	[986, 345, 1174, 382]
column-3	[634, 117, 977, 2329]
course-no: ০১	[998, 1998, 1024, 2027]
table-row	[997, 1400, 1481, 1503]
flat-ad	[1183, 269, 1335, 503]
course-name: ডিজিটাল মার্কেটিং	[1024, 2085, 1277, 2114]
article-body: চাঁপাইনবাবগঞ্জে মেডিক্যাল কলেজের শিক্ষার্থীরা বিভিন্ন দাবিতে মানববন্ধন করেছেন। তারা দ্রুত ক্লাস শুরু ও হাসপাতালের সুযোগ সুবিধা বৃদ্ধির দাবি জানান। চাঁপাইনবাবগঞ্জে মেডিক্যাল কলেজের শিক্ষার্থীরা বিভিন্ন দাবিতে মানববন্ধন করেছেন।	[51, 1382, 403, 1419]
headline: চাঁনবাবগঞ্জের ভোলাহাটে ইউপি	[693, 1231, 919, 1252]
page-number: ৬	[51, 39, 103, 91]
classifieds-area	[1183, 117, 1492, 802]
gov-line: গণপ্রজাতন্ত্রী বাংলাদেশ সরকার	[1270, 1551, 1396, 1563]
doctor-info	[1159, 1099, 1490, 1168]
article-body: নন্দীগ্রামে একটি সমবায় সমিতির সদস্যদের সঞ্চয়ের কোটি টাকা আত্মসাতের অভিযোগ উঠেছে। ভুক্তভোগী সদস্যরা টাকা ফেরতের দাবিতে উপজেলা প্রশাসনের কাছে লিখিত অভিযোগ দিয়েছেন। সমিতির পরিচালকরা পলাতক রয়েছেন বলে জানা গেছে। নন্দীগ্রামে একটি সমবায় সমিতির সদস্যদের সঞ্চয়ের কোটি টাকা আত্মসাতের অভিযোগ উঠেছে। ভুক্তভোগী সদস্যরা টাকা ফেরতের দাবিতে উপজেলা প্রশাসনের কাছে লিখিত অভিযোগ দিয়েছেন।	[51, 1176, 403, 1239]
divider	[634, 819, 977, 820]
headline: কুড়িগ্রাম জেলারে হাসপাতালে ৫শ টাকা ভাড়ায়	[59, 382, 395, 403]
ad-place: চাঁপাইনবাবগঞ্জ, রাজশাহী।	[1190, 243, 1295, 255]
page-header	[51, 34, 1492, 107]
college-email[interactable]: pro.collegebogra@gmail.com	[1192, 899, 1342, 911]
article-body: মুজিববাদি সংবিধান বাতিল করে নতুন সংবিধান প্রণয়নের দাবি জানিয়েছেন বক্তারা। জুলাই আন্দোলনের শহীদদের স্মরণে আয়োজিত সভায় তারা বলেন, শহীদদের রক্তের বিনিময়ে অর্জিত স্বাধীনতা রক্ষায় সবাইকে ঐক্যবদ্ধ থাকতে হবে। আগামী নির্বাচন সুষ্ঠু ও নিরপেক্ষ করার দাবিও জানান তারা। মুজিববাদি সংবিধান বাতিল করে নতুন সংবিধান প্রণয়নের দাবি জানিয়েছেন বক্তারা। জুলাই আন্দোলনের শহীদদের স্মরণে আয়োজিত সভায় তারা বলেন, শহীদদের রক্তের বিনিময়ে অর্জিত স্বাধীনতা রক্ষায় সবাইকে ঐক্যবদ্ধ থাকতে হবে। আগামী নির্বাচন সুষ্ঠু ও নিরপেক্ষ করার দাবিও জানান তারা। মুজিববাদি সংবিধান বাতিল করে নতুন সংবিধান প্রণয়নের দাবি জানিয়েছেন বক্তারা। জুলাই আন্দোলনের শহীদদের স্মরণে আয়োজিত সভায় তারা বলেন, শহীদদের রক্তের বিনিময়ে অর্জিত স্বাধীনতা রক্ষায় সবাইকে ঐক্যবদ্ধ থাকতে হবে। আগামী নির্বাচন সুষ্ঠু ও নিরপেক্ষ করার দাবিও জানান তারা। মুজিববাদি সংবিধান বাতিল করে নতুন সংবিধান প্রণয়নের দাবি জানিয়েছেন বক্তারা।	[634, 156, 977, 296]
